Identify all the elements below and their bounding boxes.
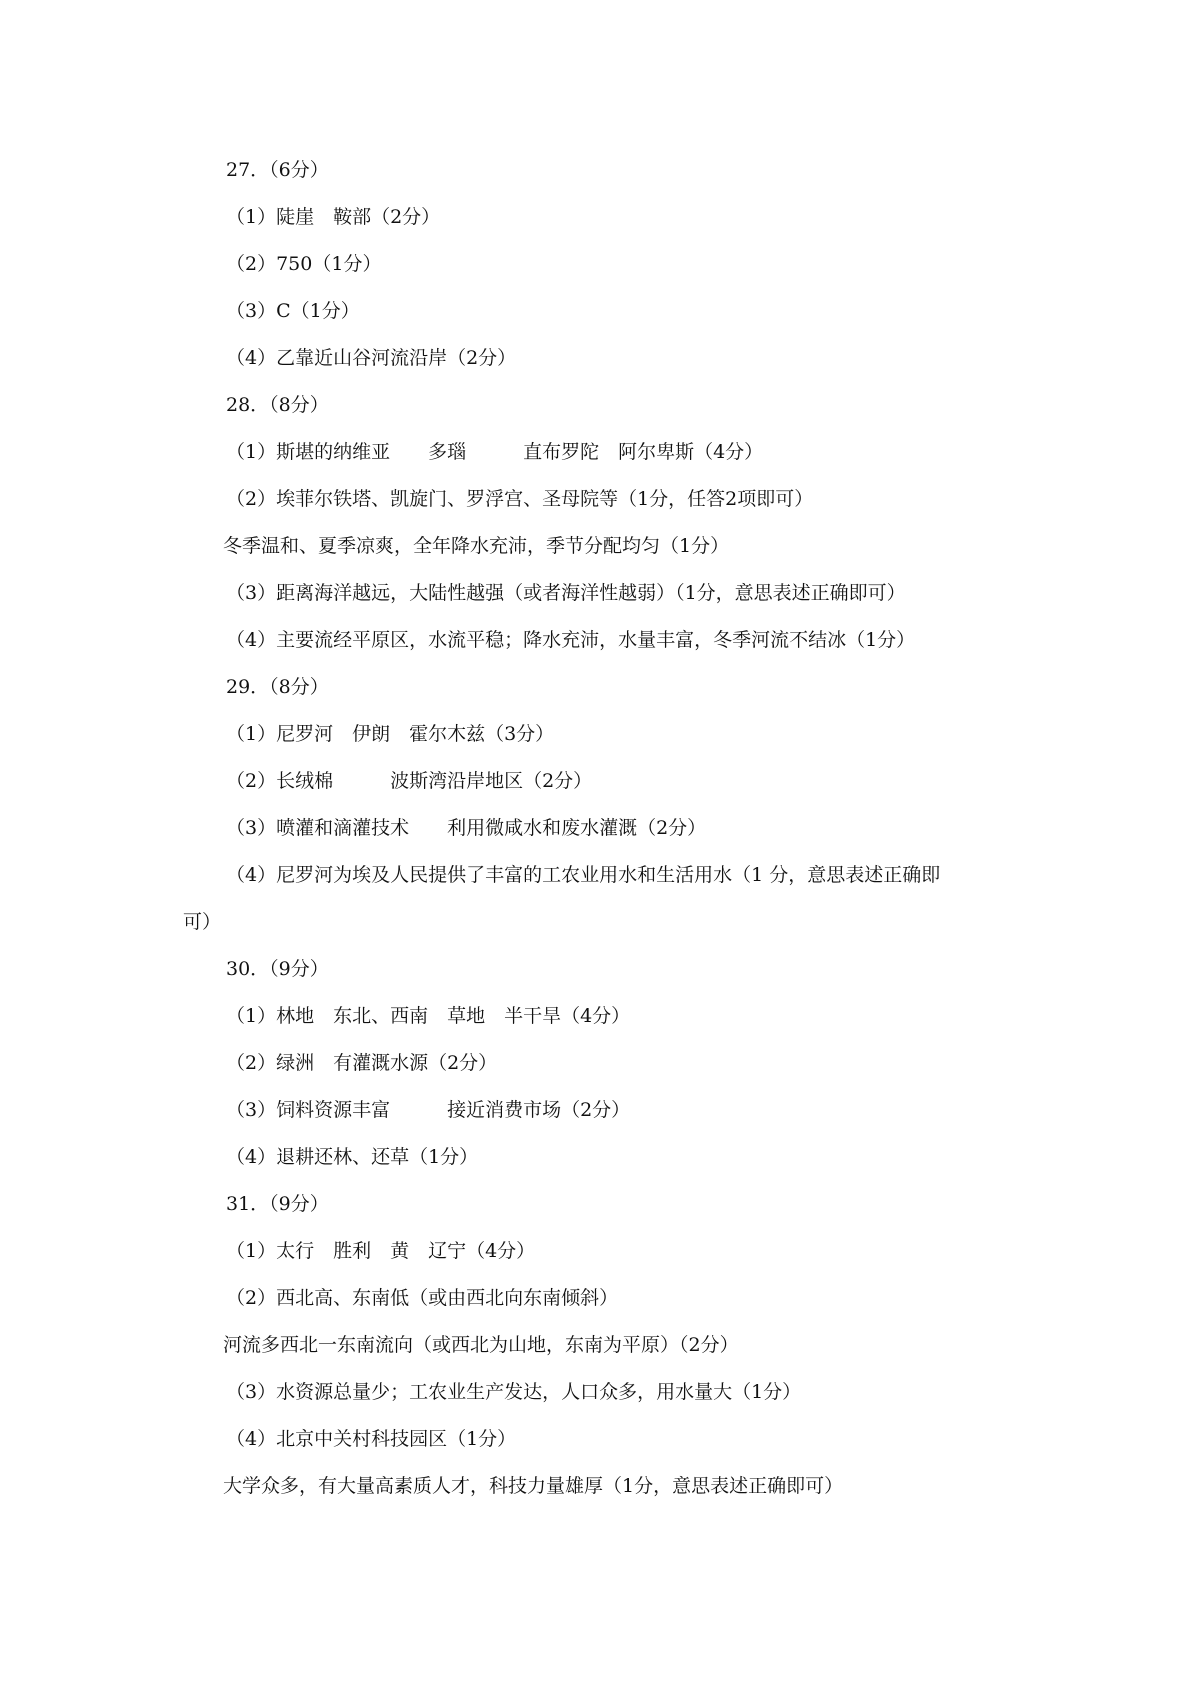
q30-answer-1: （1）林地 东北、西南 草地 半干旱（4分） — [226, 1005, 631, 1027]
q28-heading: 28．（8分） — [226, 394, 329, 416]
q31-answer-2: （2）西北高、东南低（或由西北向东南倾斜） — [226, 1287, 619, 1309]
q30-answer-3: （3）饲料资源丰富 接近消费市场（2分） — [226, 1099, 631, 1121]
q28-answer-2: （2）埃菲尔铁塔、凯旋门、罗浮宫、圣母院等（1分，任答2项即可） — [226, 488, 814, 510]
q29-answer-4-wrap: 可） — [183, 911, 222, 933]
q29-answer-2: （2）长绒棉 波斯湾沿岸地区（2分） — [226, 770, 593, 792]
q28-answer-3: （3）距离海洋越远，大陆性越强（或者海洋性越弱）（1分，意思表述正确即可） — [226, 582, 906, 604]
q29-answer-1: （1）尼罗河 伊朗 霍尔木兹（3分） — [226, 723, 555, 745]
q31-answer-4: （4）北京中关村科技园区（1分） — [226, 1428, 517, 1450]
q27-heading: 27．（6分） — [226, 159, 329, 181]
q28-answer-2-continued: 冬季温和、夏季凉爽，全年降水充沛，季节分配均匀（1分） — [223, 535, 730, 557]
q27-answer-1: （1）陡崖 鞍部（2分） — [226, 206, 441, 228]
q29-heading: 29．（8分） — [226, 676, 329, 698]
q30-heading: 30．（9分） — [226, 958, 329, 980]
q28-answer-1: （1）斯堪的纳维亚 多瑙 直布罗陀 阿尔卑斯（4分） — [226, 441, 764, 463]
q29-answer-4: （4）尼罗河为埃及人民提供了丰富的工农业用水和生活用水（1 分，意思表述正确即 — [226, 864, 941, 886]
q31-answer-1: （1）太行 胜利 黄 辽宁（4分） — [226, 1240, 536, 1262]
q31-heading: 31．（9分） — [226, 1193, 329, 1215]
q30-answer-2: （2）绿洲 有灌溉水源（2分） — [226, 1052, 498, 1074]
q28-answer-4: （4）主要流经平原区，水流平稳；降水充沛，水量丰富，冬季河流不结冰（1分） — [226, 629, 916, 651]
q27-answer-3: （3）C（1分） — [226, 300, 360, 322]
q29-answer-3: （3）喷灌和滴灌技术 利用微咸水和废水灌溉（2分） — [226, 817, 707, 839]
q27-answer-4: （4）乙靠近山谷河流沿岸（2分） — [226, 347, 517, 369]
q31-answer-4-continued: 大学众多，有大量高素质人才，科技力量雄厚（1分，意思表述正确即可） — [223, 1475, 844, 1497]
q30-answer-4: （4）退耕还林、还草（1分） — [226, 1146, 479, 1168]
q31-answer-3: （3）水资源总量少；工农业生产发达，人口众多，用水量大（1分） — [226, 1381, 802, 1403]
q27-answer-2: （2）750（1分） — [226, 253, 382, 275]
q31-answer-2-continued: 河流多西北一东南流向（或西北为山地，东南为平原）（2分） — [223, 1334, 739, 1356]
